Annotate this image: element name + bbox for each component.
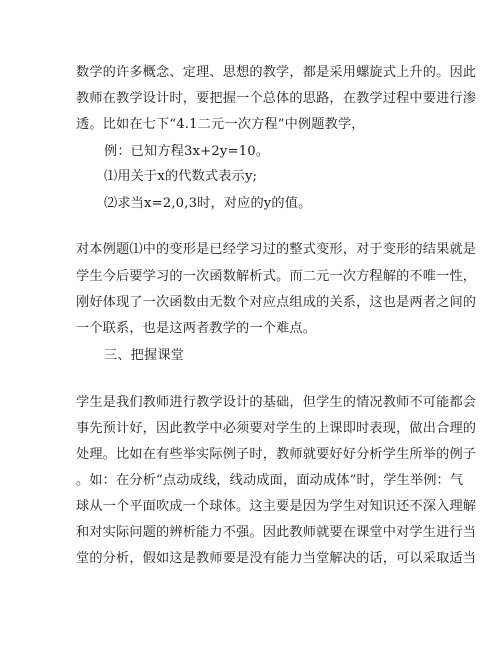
paragraph-line: 刚好体现了一次函数由无数个对应点组成的关系，这也是两者之间的 bbox=[76, 295, 477, 310]
paragraph-line: 球从一个平面吹成一个球体。这主要是因为学生对知识还不深入理解 bbox=[76, 499, 477, 514]
paragraph-line: 堂的分析，假如这是教师要是没有能力当堂解决的话，可以采取适当 bbox=[76, 551, 477, 566]
paragraph-line: 透。比如在七下“4.1二元一次方程”中例题教学， bbox=[76, 117, 365, 132]
section-heading: 三、把握课堂 bbox=[104, 348, 185, 363]
example-line: ⑵求当x=2,0,3时，对应的y的值。 bbox=[104, 196, 312, 211]
paragraph-line: 。如：在分析“点动成线，线动成面，面动成体”时，学生举例：气 bbox=[76, 473, 464, 488]
example-line: 例：已知方程3x+2y=10。 bbox=[104, 144, 270, 159]
example-line: ⑴用关于x的代数式表示y; bbox=[104, 169, 258, 184]
paragraph-line: 学生是我们教师进行教学设计的基础，但学生的情况教师不可能都会 bbox=[76, 395, 477, 410]
paragraph-line: 对本例题⑴中的变形是已经学习过的整式变形，对于变形的结果就是 bbox=[76, 242, 477, 257]
paragraph-line: 处理。比如在有些举实际例子时，教师就要好好分析学生所举的例子 bbox=[76, 447, 477, 462]
paragraph-line: 一个联系，也是这两者教学的一个难点。 bbox=[76, 321, 317, 336]
paragraph-line: 和对实际问题的辨析能力不强。因此教师就要在课堂中对学生进行当 bbox=[76, 525, 477, 540]
paragraph-line: 事先预计好，因此教学中必须要对学生的上课即时表现，做出合理的 bbox=[76, 421, 477, 436]
paragraph-line: 数学的许多概念、定理、思想的教学，都是采用螺旋式上升的。因此 bbox=[76, 65, 477, 80]
paragraph-line: 学生今后要学习的一次函数解析式。而二元一次方程解的不唯一性， bbox=[76, 269, 477, 284]
paragraph-line: 教师在教学设计时，要把握一个总体的思路，在教学过程中要进行渗 bbox=[76, 91, 477, 106]
